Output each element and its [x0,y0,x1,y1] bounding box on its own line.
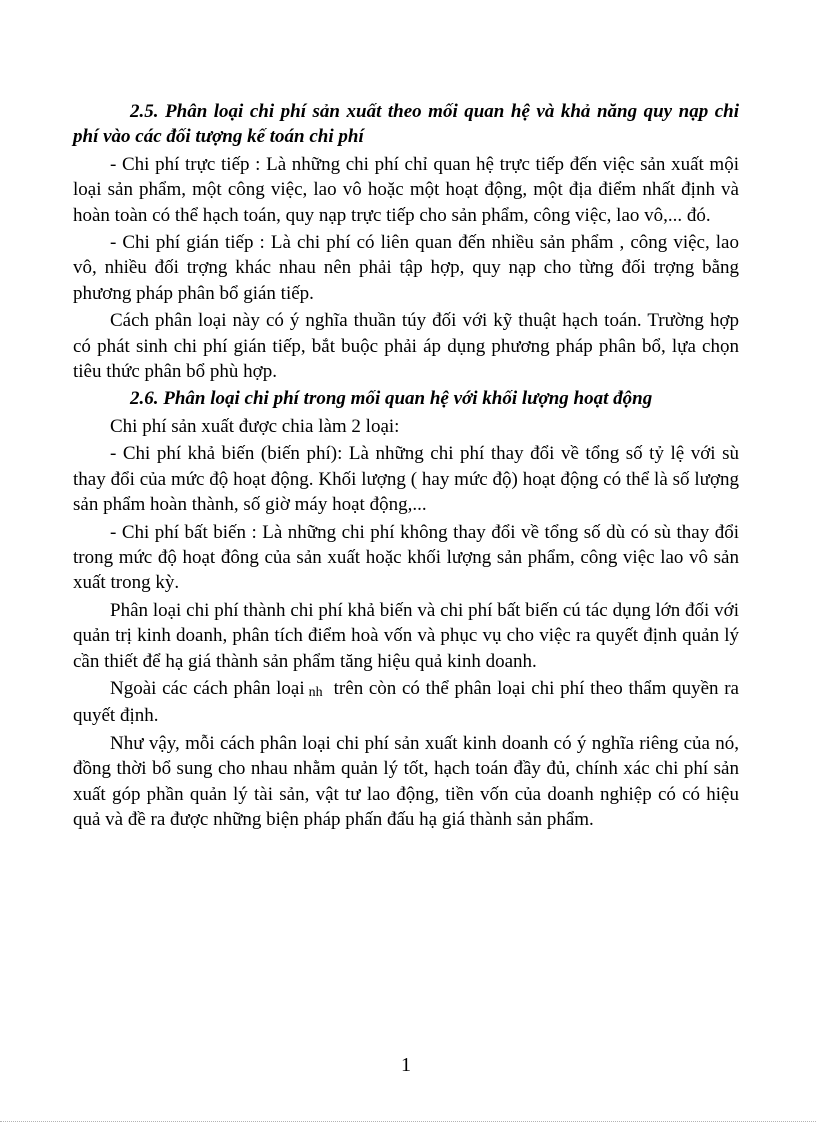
other-classification-text-before: Ngoài các cách phân loại [110,677,305,699]
paragraph-usefulness: Phân loại chi phí thành chi phí khả biến và chi phí bất biến cú tác dụng lớn đối với quản trị kinh doanh, phân tích điểm hoà vốn và phục vụ cho việc ra quyết định quản lý cần thiết để hạ giá thành sản phẩm tăng hiệu quả kinh doanh. [73,599,739,672]
heading-2-6: 2.6. Phân loại chi phí trong mối quan hệ với khối lượng hoạt động [130,388,653,410]
paragraph-classification-note: Cách phân loại này có ý nghĩa thuần túy đối với kỹ thuật hạch toán. Trường hợp có phát sinh chi phí gián tiếp, bắt buộc phải áp dụng phương pháp phân bổ, lựa chọn tiêu thức phân bổ phù hợp. [73,310,739,383]
paragraph-indirect-cost: - Chi phí gián tiếp : Là chi phí có liên quan đến nhiều sản phẩm , công việc, lao vô, nhiều đối trợng khác nhau nên phải tập hợp, quy nạp cho từng đối trợng bằng phương pháp phân bổ gián tiếp. [73,232,739,304]
inline-small-text: nh [308,684,323,700]
page-number: 1 [401,1054,411,1076]
paragraph-conclusion: Như vậy, mỗi cách phân loại chi phí sản xuất kinh doanh có ý nghĩa riêng của nó, đồng thời bổ sung cho nhau nhằm quản lý tốt, hạch toán đầy đủ, chính xác chi phí sản xuất góp phần quản lý tài sản, vật tư lao động, tiền vốn của doanh nghiệp có có hiệu quả và đề ra được những biện pháp phấn đấu hạ giá thành sản phẩm. [73,732,739,830]
paragraph-fixed-cost: - Chi phí bất biến : Là những chi phí không thay đổi về tổng số dù có sù thay đổi trong mức độ hoạt đông của sản xuất hoặc khối lượng sản phẩm, công việc lao vô sản xuất trong kỳ. [73,521,739,594]
paragraph-two-types: Chi phí sản xuất được chia làm 2 loại: [110,415,400,437]
paragraph-other-classification [73,676,739,729]
other-classification-text-after: trên còn có thể phân loại chi phí theo thẩm quyền ra quyết định. [73,677,739,727]
page-bottom-edge [0,1121,816,1122]
heading-2-5: 2.5. Phân loại chi phí sản xuất theo mối quan hệ và khả năng quy nạp chi phí vào các đối tượng kế toán chi phí [73,101,739,148]
paragraph-variable-cost: - Chi phí khả biến (biến phí): Là những chi phí thay đổi về tổng số tỷ lệ với sù thay đổi của mức độ hoạt động. Khối lượng ( hay mức độ) hoạt động có thể là số lượng sản phẩm hoàn thành, số giờ máy hoạt động,... [73,443,739,516]
paragraph-direct-cost: - Chi phí trực tiếp : Là những chi phí chỉ quan hệ trực tiếp đến việc sản xuất mội loại sản phẩm, một công việc, lao vô hoặc một hoạt động, một địa điểm nhất định và hoàn toàn có thể hạch toán, quy nạp trực tiếp cho sản phẩm, công việc, lao vô,... đó. [73,153,739,226]
document-body [73,99,739,834]
